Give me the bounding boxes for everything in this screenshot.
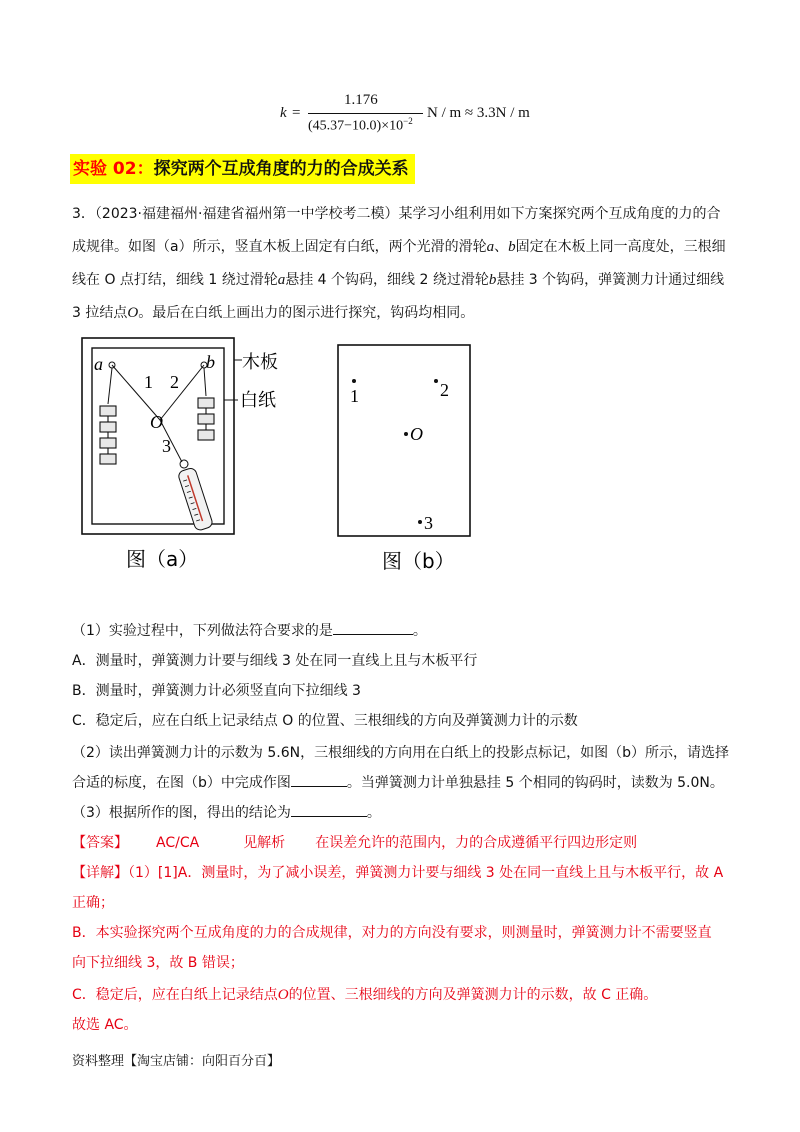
figure-b-caption: 图（b） [382, 549, 455, 573]
sub-question-3: （3）根据所作的图，得出的结论为 。 [72, 802, 381, 822]
sub-question-2-line1: （2）读出弹簧测力计的示数为 5.6N，三根细线的方向用在白纸上的投影点标记，如图（b）所示，请选择 [72, 745, 729, 761]
answer-line [72, 832, 637, 852]
detail-line-4: 向下拉细线 3，故 B 错误； [72, 955, 244, 971]
detail-label: 【详解】 [72, 865, 128, 881]
label-o: O [150, 412, 163, 432]
figure-a [80, 336, 320, 576]
detail-line-6: 故选 AC。 [72, 1017, 138, 1033]
option-b: B．测量时，弹簧测力计必须竖直向下拉细线 3 [72, 683, 361, 699]
option-c: C．稳定后，应在白纸上记录结点 O 的位置、三根细线的方向及弹簧测力计的示数 [72, 713, 578, 729]
detail-line-5: C．稳定后，应在白纸上记录结点O的位置、三根细线的方向及弹簧测力计的示数，故 C 正确。 [72, 987, 658, 1003]
spring-scale [174, 457, 213, 531]
weights-left [100, 406, 116, 464]
formula-numerator: 1.176 [344, 92, 378, 108]
detail-line-2: 正确； [72, 895, 114, 911]
weights-right [198, 398, 214, 440]
answer-item-2: 见解析 [243, 835, 286, 851]
label-board: 木板 [242, 352, 278, 373]
answer-blank-1[interactable] [333, 620, 413, 635]
section-heading: 探究两个互成角度的力的合成关系 [153, 159, 409, 179]
label-3: 3 [162, 436, 171, 456]
point-1-dot [352, 379, 356, 383]
formula-exponent: −2 [403, 116, 413, 126]
point-2-label: 2 [440, 380, 449, 400]
question-source: （2023·福建福州·福建省福州第一中学校考二模） [94, 206, 399, 222]
label-2: 2 [170, 372, 179, 392]
label-a: a [94, 354, 103, 374]
question-stem: 3．（2023·福建福州·福建省福州第一中学校考二模）某学习小组利用如下方案探究两个互成角度的力的合成规律。如图（a）所示，竖直木板上固定有白纸，两个光滑的滑轮a、b固定在木板上同一高度处，三根细线在 O 点打结，细线 1 绕过滑轮a悬挂 4 个钩码，细线 2 绕过滑轮b悬挂 3 个钩码，弹簧测力计通过细线 3 拉结点O。最后在白纸上画出力的图示进行探究，钩码均相同。 [72, 206, 726, 321]
label-paper: 白纸 [240, 390, 276, 411]
point-3-dot [418, 520, 422, 524]
detail-line-3: B．本实验探究两个互成角度的力的合成规律，对力的方向没有要求，则测量时，弹簧测力计不需要竖直 [72, 925, 712, 941]
answer-item-3: 在误差允许的范围内，力的合成遵循平行四边形定则 [315, 835, 638, 851]
option-a: A．测量时，弹簧测力计要与细线 3 处在同一直线上且与木板平行 [72, 653, 478, 669]
answer-item-1: AC/CA [156, 835, 200, 851]
figure-a-caption: 图（a） [126, 547, 199, 571]
page-footer: 资料整理【淘宝店铺：向阳百分百】 [72, 1054, 281, 1069]
fraction-bar [308, 113, 423, 114]
figure-b [336, 340, 476, 580]
section-label: 实验 02： [73, 159, 154, 179]
formula-equals: = [292, 105, 301, 121]
sub-question-1: （1）实验过程中，下列做法符合要求的是 。 [72, 620, 427, 640]
label-b: b [206, 352, 215, 372]
answer-blank-2[interactable] [291, 772, 347, 787]
point-o-label: O [410, 424, 423, 444]
formula-lhs: k [280, 105, 287, 121]
formula-denominator: $(45.37-10.0)\times 10^{-2}$ [308, 116, 413, 134]
sub-question-2-line2: 合适的标度，在图（b）中完成作图 。当弹簧测力计单独悬挂 5 个相同的钩码时，读数为 5.0N。 [72, 772, 724, 792]
answer-label: 【答案】 [72, 835, 128, 851]
paper-frame [338, 345, 470, 536]
point-1-label: 1 [350, 386, 359, 406]
section-title [70, 154, 415, 184]
question-number: 3． [72, 206, 95, 222]
point-2-dot [434, 379, 438, 383]
spring-constant-formula [280, 92, 610, 136]
point-o-dot [404, 432, 408, 436]
label-1: 1 [144, 372, 153, 392]
answer-blank-3[interactable] [291, 802, 367, 817]
formula-unit: N / m ≈ 3.3N / m [427, 105, 530, 121]
point-3-label: 3 [424, 513, 433, 533]
detail-line-1: 【详解】（1）[1]A．测量时，为了减小误差，弹簧测力计要与细线 3 处在同一直线上且与木板平行，故 A [72, 865, 724, 881]
